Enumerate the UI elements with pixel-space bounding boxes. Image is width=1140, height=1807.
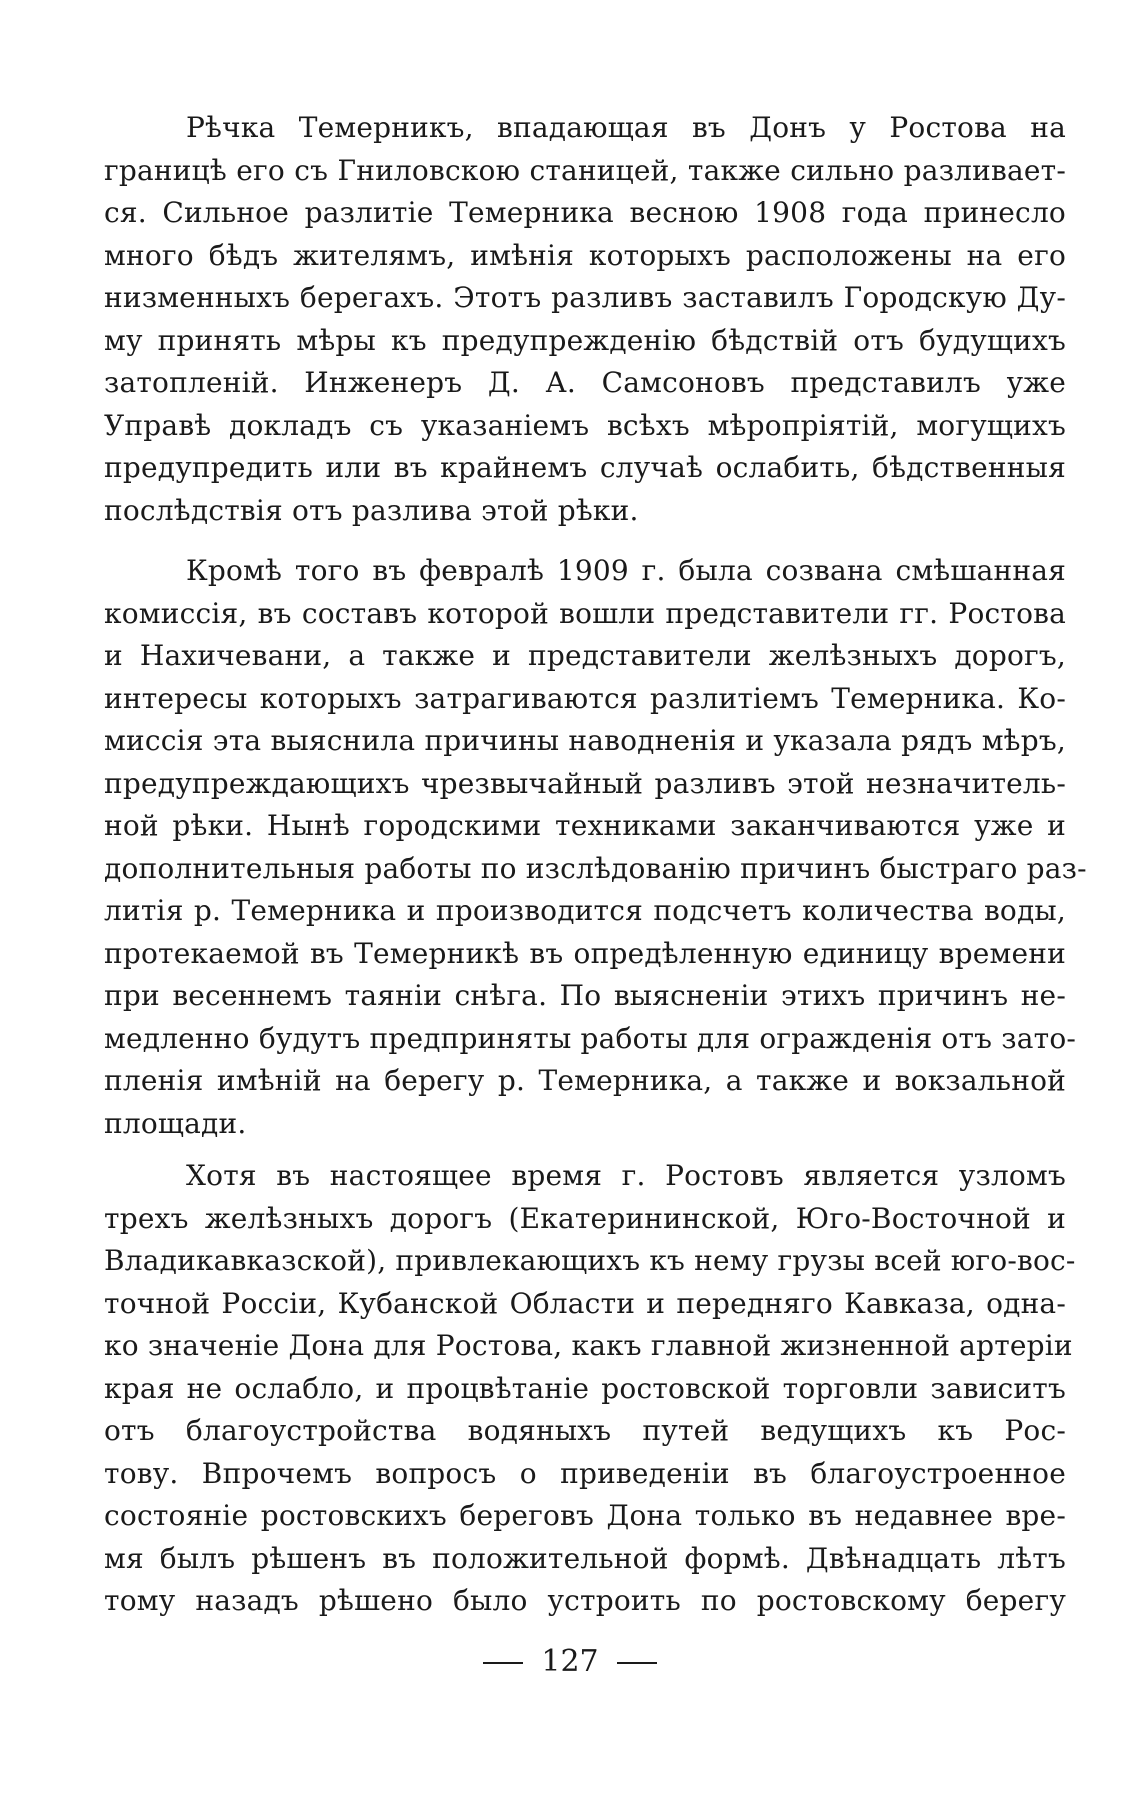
text-line: Хотя въ настоящее время г. Ростовъ является узломъ	[186, 1159, 1066, 1192]
text-line: предупреждающихъ чрезвычайный разливъ этой незначитель-	[104, 766, 1066, 800]
text-line: комиссія, въ составъ которой вошли представители гг. Ростова	[104, 596, 1066, 630]
text-line: послѣдствія отъ разлива этой рѣки.	[104, 493, 639, 527]
text-line: протекаемой въ Темерникѣ въ опредѣленную единицу времени	[104, 936, 1066, 970]
paragraph-rostov-railways	[104, 1155, 1076, 1623]
text-line: литія р. Темерника и производится подсчетъ количества воды,	[104, 894, 1066, 927]
text-line: Рѣчка Темерникъ, впадающая въ Донъ у Ростова на	[186, 111, 1066, 144]
text-line: дополнительныя работы по изслѣдованію причинъ быстраго раз-	[104, 851, 1087, 885]
text-line: площади.	[104, 1106, 247, 1140]
text-line: тову. Впрочемъ вопросъ о приведеніи въ благоустроенное	[104, 1456, 1066, 1490]
text-line: Кромѣ того въ февралѣ 1909 г. была созвана смѣшанная	[186, 554, 1066, 587]
text-line: точной Россіи, Кубанской Области и передняго Кавказа, одна-	[104, 1286, 1066, 1320]
page-number-value: 127	[541, 1644, 599, 1679]
text-line: пленія имѣній на берегу р. Темерника, а также и вокзальной	[104, 1064, 1066, 1097]
dash-right	[617, 1662, 657, 1664]
text-line: медленно будутъ предприняты работы для огражденія отъ зато-	[104, 1021, 1077, 1055]
text-line: при весеннемъ таяніи снѣга. По выясненіи этихъ причинъ не-	[104, 979, 1066, 1012]
text-line: тому назадъ рѣшено было устроить по ростовскому берегу	[104, 1584, 1066, 1617]
paragraph-temernik-flood	[104, 107, 1066, 532]
text-line: низменныхъ берегахъ. Этотъ разливъ заставилъ Городскую Ду-	[104, 281, 1066, 314]
text-line: границѣ его съ Гниловскою станицей, также сильно разливает-	[104, 153, 1066, 187]
text-line: состояніе ростовскихъ береговъ Дона только въ недавнее вре-	[104, 1499, 1066, 1532]
text-line: отъ благоустройства водяныхъ путей ведущихъ къ Рос-	[104, 1414, 1066, 1447]
text-line: много бѣдъ жителямъ, имѣнія которыхъ расположены на его	[104, 238, 1066, 272]
text-line: предупредить или въ крайнемъ случаѣ ослабить, бѣдственныя	[104, 451, 1066, 484]
text-line: мя былъ рѣшенъ въ положительной формѣ. Двѣнадцать лѣтъ	[104, 1541, 1066, 1575]
text-line: Владикавказской), привлекающихъ къ нему грузы всей юго-вос-	[104, 1244, 1076, 1277]
text-line: ко значеніе Дона для Ростова, какъ главной жизненной артеріи	[104, 1329, 1073, 1362]
text-line: му принять мѣры къ предупрежденію бѣдствій отъ будущихъ	[104, 323, 1066, 357]
text-line: ся. Сильное разлитіе Темерника весною 1908 года принесло	[104, 196, 1066, 229]
dash-left	[483, 1662, 523, 1664]
text-line: края не ослабло, и процвѣтаніе ростовской торговли зависитъ	[104, 1371, 1066, 1405]
text-line: интересы которыхъ затрагиваются разлитіемъ Темерника. Ко-	[104, 681, 1066, 715]
paragraph-mixed-commission	[104, 550, 1087, 1145]
text-line: миссія эта выяснила причины наводненія и указала рядъ мѣръ,	[104, 724, 1066, 757]
text-line: Управѣ докладъ съ указаніемъ всѣхъ мѣропріятій, могущихъ	[104, 408, 1066, 442]
text-line: трехъ желѣзныхъ дорогъ (Екатерининской, Юго-Восточной и	[104, 1201, 1066, 1235]
page-number	[0, 1642, 1140, 1682]
text-line: ной рѣки. Нынѣ городскими техниками заканчиваются уже и	[104, 809, 1066, 842]
text-line: и Нахичевани, а также и представители желѣзныхъ дорогъ,	[104, 639, 1066, 672]
text-line: затопленій. Инженеръ Д. А. Самсоновъ представилъ уже	[104, 366, 1066, 399]
